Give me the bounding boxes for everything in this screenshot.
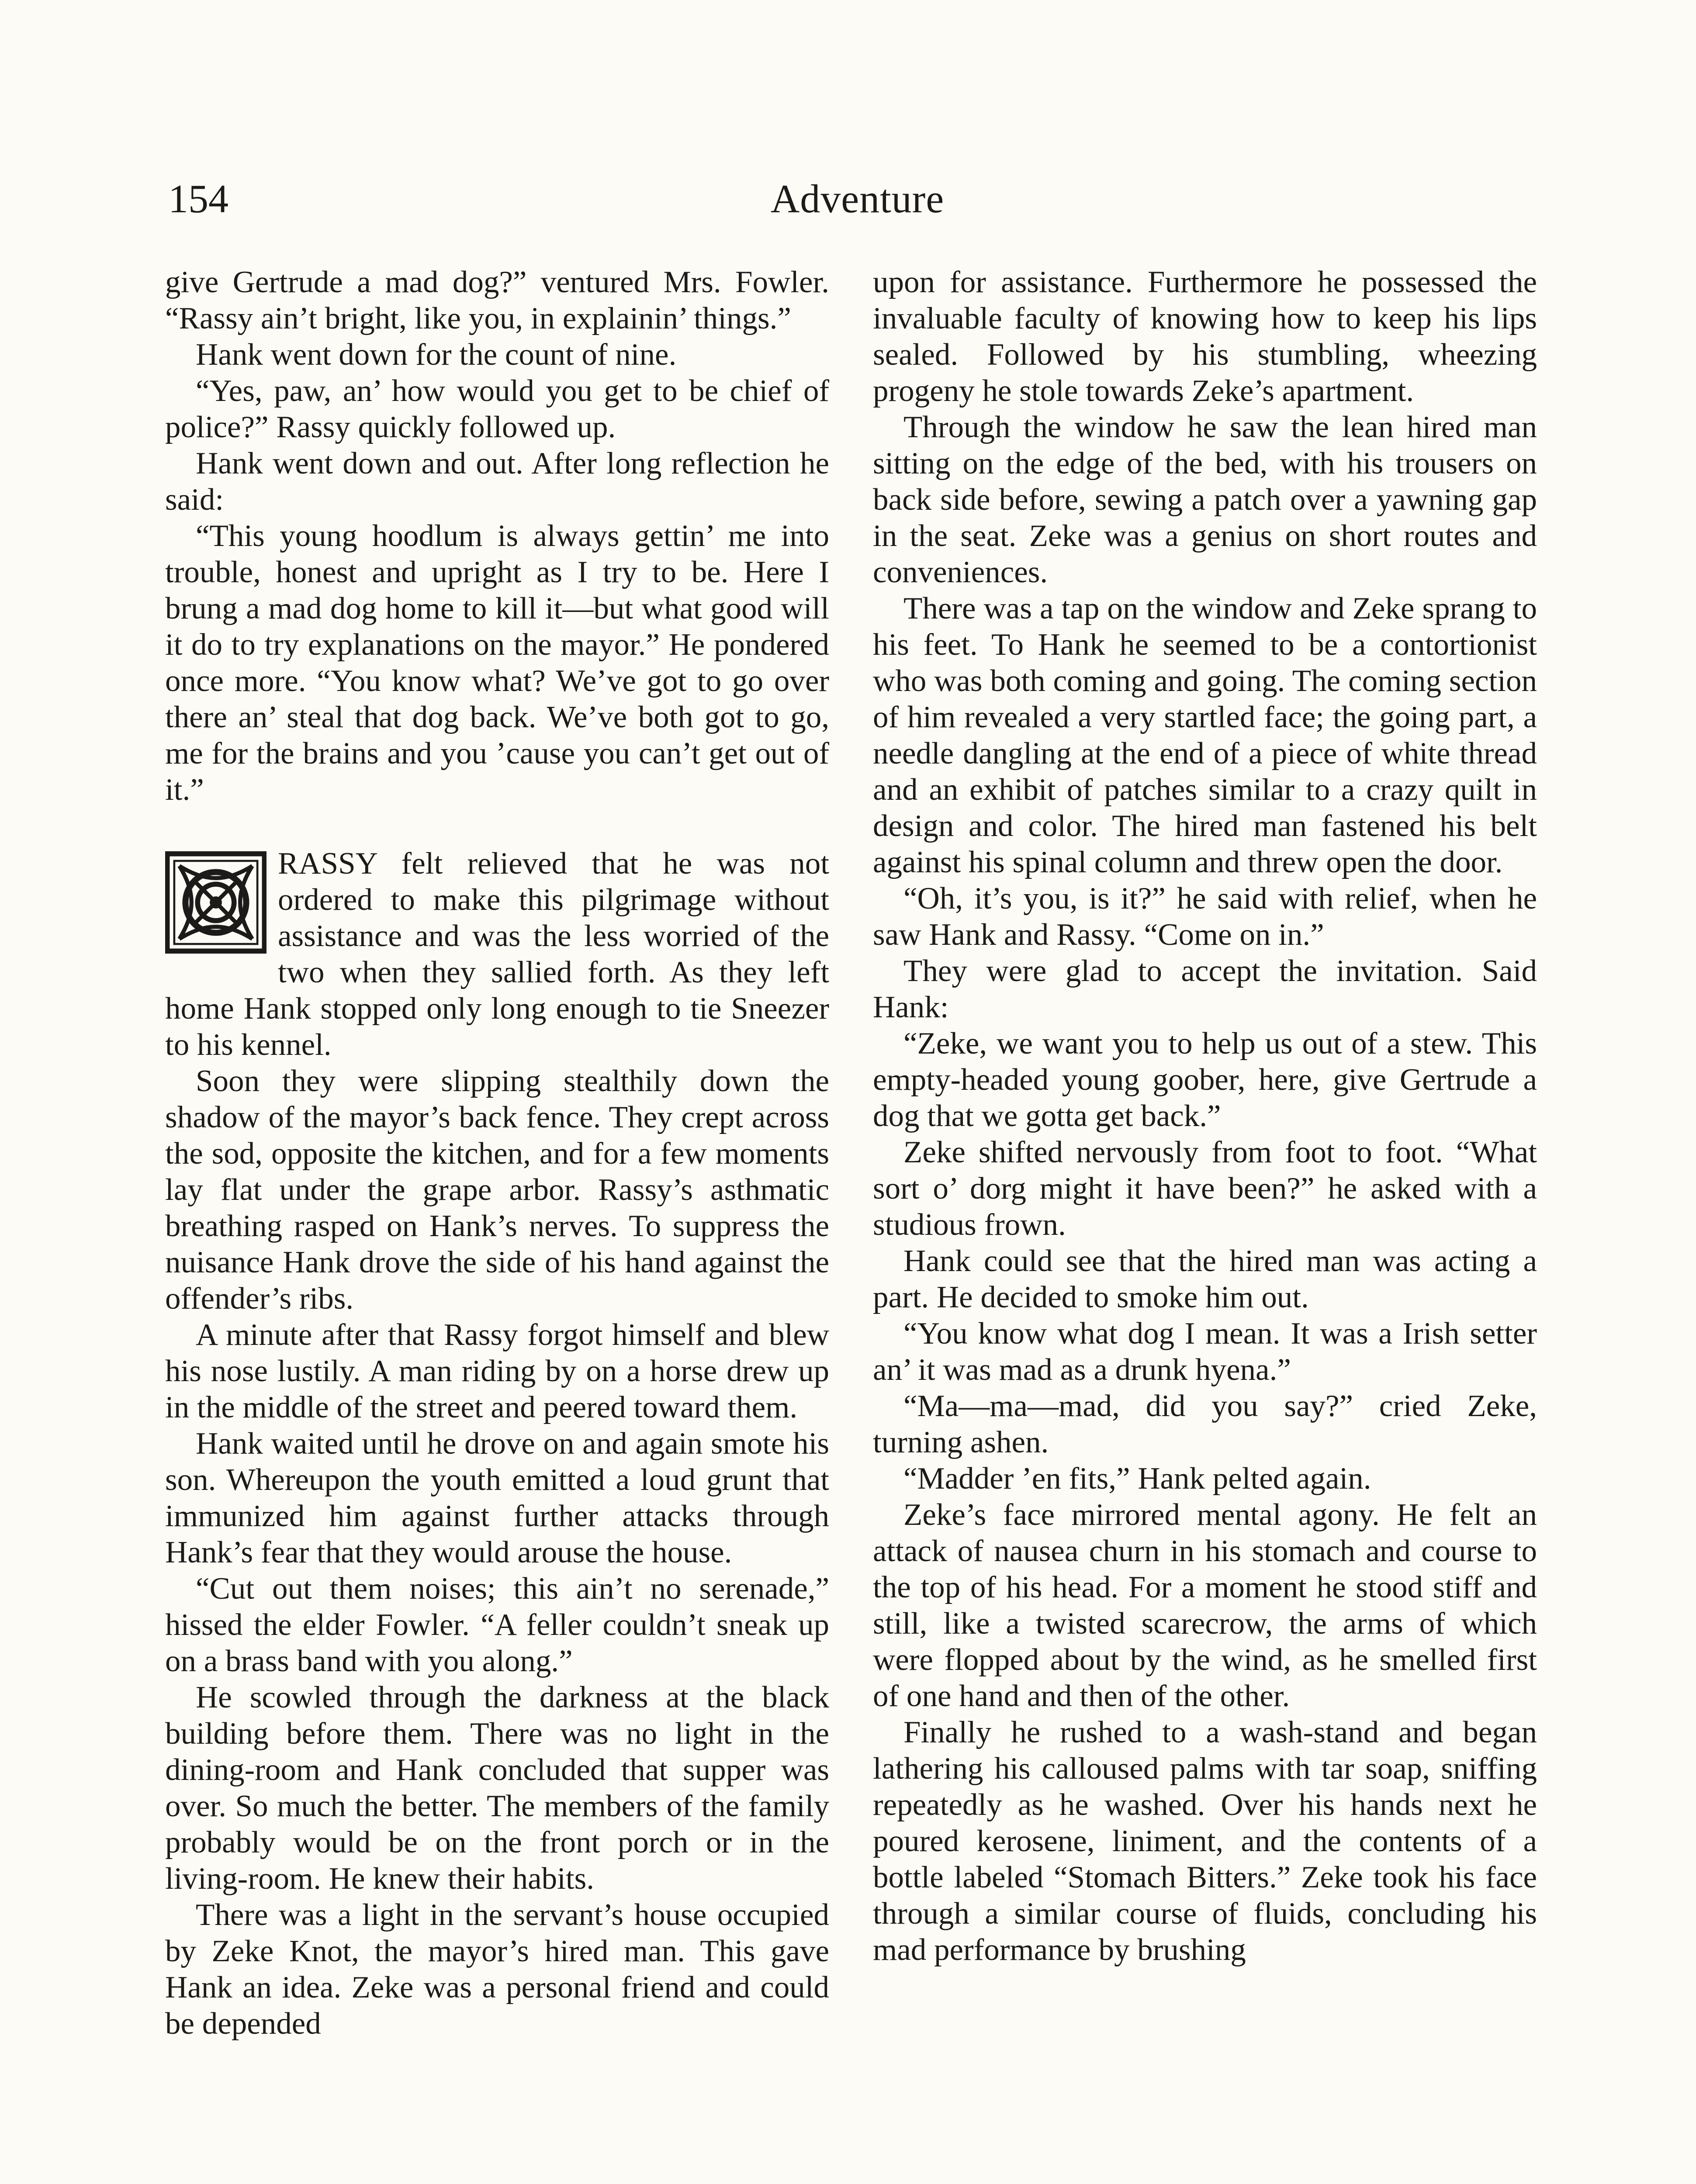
paragraph: “Oh, it’s you, is it?” he said with relief, when he saw Hank and Rassy. “Come on in.”	[873, 881, 1537, 952]
paragraph: They were glad to accept the invitation. Said Hank:	[873, 954, 1537, 1024]
page-header	[168, 173, 1547, 234]
section-opening	[165, 846, 829, 1063]
paragraph: Zeke’s face mirrored mental agony. He felt an attack of nausea churn in his stomach and course to the top of his head. For a moment he stood stiff and still, like a twisted scarecrow, the arms of which were flopped about by the wind, as he smelled first of one hand and then of the other.	[873, 1498, 1537, 1713]
paragraph: “Madder ’en fits,” Hank pelted again.	[903, 1462, 1371, 1496]
left-column	[165, 264, 829, 2184]
paragraph: Hank went down for the count of nine.	[196, 338, 677, 372]
paragraph: “Zeke, we want you to help us out of a stew. This empty-headed young goober, here, give Gertrude a dog that we gotta get back.”	[873, 1026, 1537, 1133]
paragraph: “This young hoodlum is always gettin’ me into trouble, honest and upright as I try to be. Here I brung a mad dog home to kill it—but what good will it do to try explanations on the mayor.” He pondered once more. “You know what? We’ve got to go over there an’ steal that dog back. We’ve both got to go, me for the brains and you ’cause you can’t get out of it.”	[165, 519, 829, 807]
running-title: Adventure	[770, 176, 945, 221]
paragraph: A minute after that Rassy forgot himself and blew his nose lustily. A man riding by on a horse drew up in the middle of the street and peered toward them.	[165, 1318, 829, 1424]
paragraph: Through the window he saw the lean hired man sitting on the edge of the bed, with his trousers on back side before, sewing a patch over a yawning gap in the seat. Zeke was a genius on short routes and conveniences.	[873, 410, 1537, 589]
paragraph: “You know what dog I mean. It was a Irish setter an’ it was mad as a drunk hyena.”	[873, 1317, 1537, 1387]
paragraph: Soon they were slipping stealthily down the shadow of the mayor’s back fence. They crept across the sod, opposite the kitchen, and for a few moments lay flat under the grape arbor. Rassy’s asthmatic breathing rasped on Hank’s nerves. To suppress the nuisance Hank drove the side of his hand against the offender’s ribs.	[165, 1064, 829, 1316]
paragraph: Hank waited until he drove on and again smote his son. Whereupon the youth emitted a loud grunt that immunized him against further attacks through Hank’s fear that they would arouse the house.	[165, 1427, 829, 1569]
paragraph: Hank could see that the hired man was acting a part. He decided to smoke him out.	[873, 1244, 1537, 1314]
paragraph: There was a light in the servant’s house occupied by Zeke Knot, the mayor’s hired man. This gave Hank an idea. Zeke was a personal friend and could be depended	[165, 1898, 829, 2041]
paragraph: RASSY felt relieved that he was not ordered to make this pilgrimage without assistance and was the less worried of the two when they sallied forth. As they left home Hank stopped only long enough to tie Sneezer to his kennel.	[165, 847, 829, 1062]
paragraph: There was a tap on the window and Zeke sprang to his feet. To Hank he seemed to be a contortionist who was both coming and going. The coming section of him revealed a very startled face; the going part, a needle dangling at the end of a piece of white thread and an exhibit of patches similar to a crazy quilt in design and color. The hired man fastened his belt against his spinal column and threw open the door.	[873, 591, 1537, 879]
paragraph: He scowled through the darkness at the black building before them. There was no light in the dining-room and Hank concluded that supper was over. So much the better. The members of the family probably would be on the front porch or in the living-room. He knew their habits.	[165, 1680, 829, 1896]
page-number: 154	[168, 176, 228, 221]
paragraph: give Gertrude a mad dog?” ventured Mrs. Fowler. “Rassy ain’t bright, like you, in explainin’ things.”	[165, 265, 829, 335]
paragraph: Zeke shifted nervously from foot to foot. “What sort o’ dorg might it have been?” he asked with a studious frown.	[873, 1135, 1537, 1242]
paragraph: “Cut out them noises; this ain’t no serenade,” hissed the elder Fowler. “A feller couldn’t sneak up on a brass band with you along.”	[165, 1572, 829, 1678]
paragraph: Hank went down and out. After long reflection he said:	[165, 446, 829, 517]
paragraph: upon for assistance. Furthermore he possessed the invaluable faculty of knowing how to keep his lips sealed. Followed by his stumbling, wheezing progeny he stole towards Zeke’s apartment.	[873, 265, 1537, 408]
right-column	[873, 264, 1537, 2184]
celtic-knot-ornament-icon	[165, 850, 267, 955]
paragraph: “Yes, paw, an’ how would you get to be chief of police?” Rassy quickly followed up.	[165, 374, 829, 444]
paragraph: “Ma—ma—mad, did you say?” cried Zeke, turning ashen.	[873, 1389, 1537, 1459]
paragraph: Finally he rushed to a wash-stand and began lathering his calloused palms with tar soap, sniffing repeatedly as he washed. Over his hands next he poured kerosene, liniment, and the contents of a bottle labeled “Stomach Bitters.” Zeke took his face through a similar course of fluids, concluding his mad performance by brushing	[873, 1715, 1537, 1967]
section-break	[165, 808, 829, 846]
